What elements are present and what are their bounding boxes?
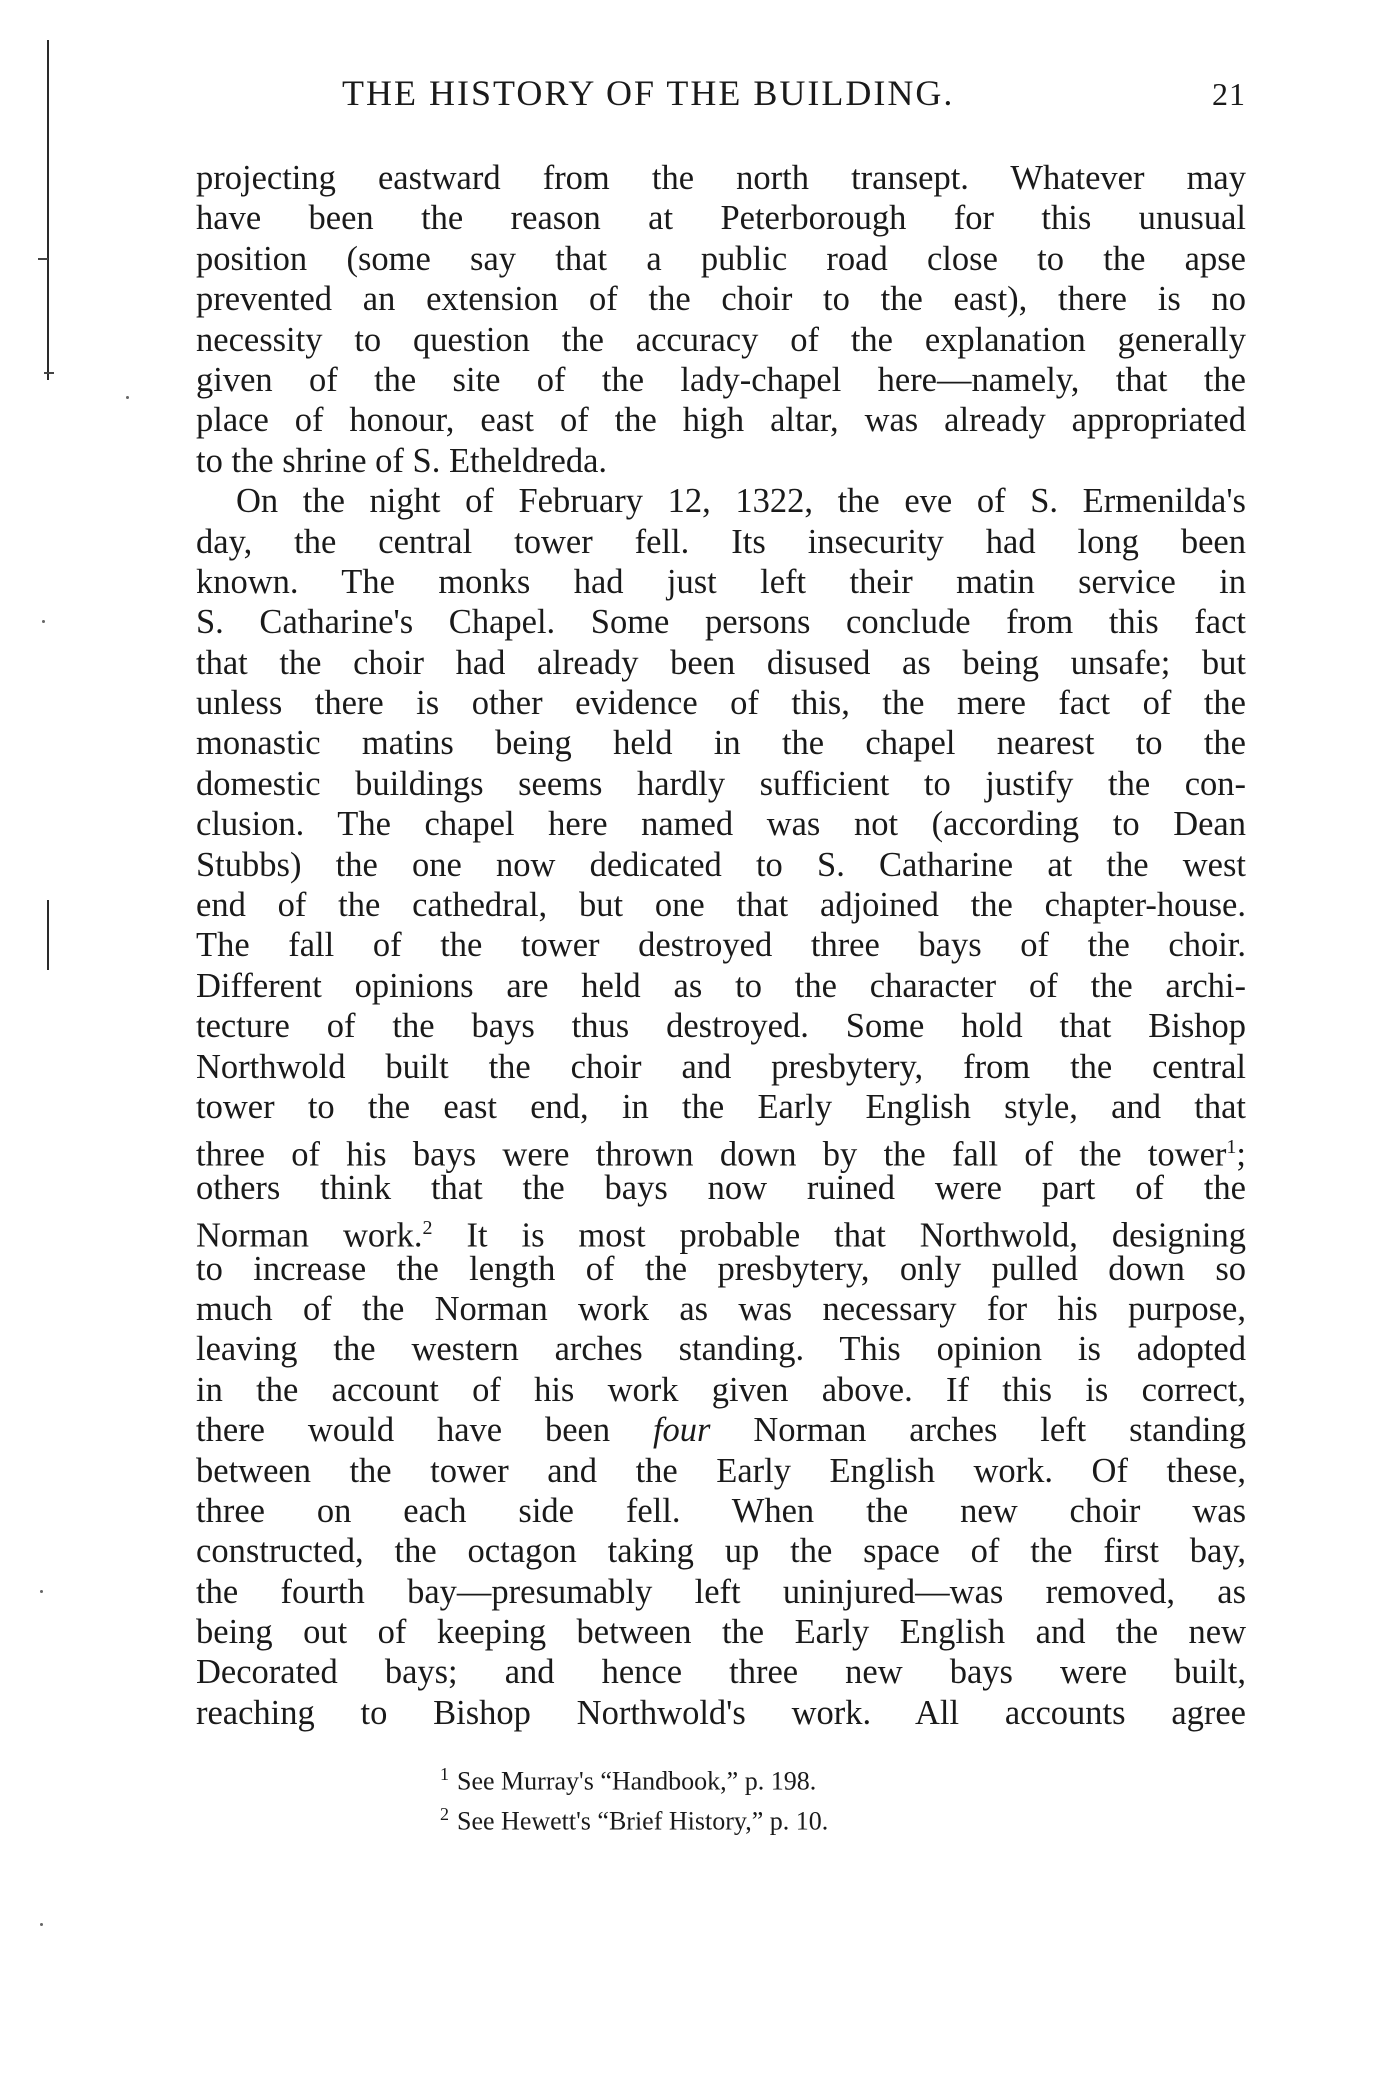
footnote-ref-1: 1	[1226, 1136, 1237, 1159]
text-line: end of the cathedral, but one that adjoined the chapter-house.	[196, 886, 1246, 925]
footnote-1	[440, 1758, 828, 1798]
running-head: THE HISTORY OF THE BUILDING.	[342, 73, 955, 113]
text-segment: three of his bays were thrown down by the fall of the tower	[196, 1135, 1227, 1174]
text-line-with-footnote-ref	[196, 1208, 1246, 1255]
text-line: being out of keeping between the Early English and the new	[196, 1613, 1246, 1652]
text-line: known. The monks had just left their matin service in	[196, 562, 1246, 601]
text-segment: there would have been	[196, 1411, 611, 1450]
footnote-marker: 1	[440, 1764, 449, 1784]
text-line: position (some say that a public road close to the apse	[196, 239, 1246, 278]
text-line: tower to the east end, in the Early English style, and that	[196, 1087, 1246, 1126]
text-line: Stubbs) the one now dedicated to S. Catharine at the west	[196, 845, 1246, 884]
body-text	[196, 158, 1246, 1733]
footnote-text: See Murray's “Handbook,” p. 198.	[457, 1766, 817, 1796]
scan-speck	[40, 1590, 43, 1593]
footnote-text: See Hewett's “Brief History,” p. 10.	[457, 1806, 829, 1836]
page-number: 21	[1212, 76, 1246, 112]
text-line: that the choir had already been disused as being unsafe; but	[196, 643, 1246, 682]
page-header	[196, 72, 1246, 122]
margin-tick	[44, 372, 54, 374]
text-line: domestic buildings seems hardly sufficient to justify the con-	[196, 764, 1246, 803]
text-line: given of the site of the lady-chapel here—namely, that the	[196, 360, 1246, 399]
text-line: clusion. The chapel here named was not (according to Dean	[196, 805, 1246, 844]
text-line: day, the central tower fell. Its insecurity had long been	[196, 522, 1246, 561]
text-line: Decorated bays; and hence three new bays were built,	[196, 1653, 1246, 1692]
text-line: Northwold built the choir and presbytery, from the central	[196, 1047, 1246, 1086]
binding-line	[47, 40, 49, 380]
text-line: Different opinions are held as to the character of the archi-	[196, 966, 1246, 1005]
italic-word: four	[652, 1411, 711, 1450]
text-line: between the tower and the Early English work. Of these,	[196, 1451, 1246, 1490]
text-line: constructed, the octagon taking up the space of the first bay,	[196, 1532, 1246, 1571]
text-line: in the account of his work given above. If this is correct,	[196, 1370, 1246, 1409]
text-line: monastic matins being held in the chapel nearest to the	[196, 724, 1246, 763]
text-line: have been the reason at Peterborough for this unusual	[196, 199, 1246, 238]
footnote-marker: 2	[440, 1803, 449, 1824]
text-segment: Norman work.	[196, 1216, 423, 1255]
text-line: projecting eastward from the north transept. Whatever may	[196, 159, 1246, 197]
text-line: The fall of the tower destroyed three bays of the choir.	[196, 926, 1246, 965]
footnotes	[440, 1758, 828, 1837]
text-line-with-italic	[196, 1410, 1246, 1450]
text-line: unless there is other evidence of this, the mere fact of the	[196, 684, 1246, 723]
text-line-with-footnote-ref	[196, 1127, 1246, 1174]
text-line: tecture of the bays thus destroyed. Some hold that Bishop	[196, 1007, 1246, 1046]
text-line: S. Catharine's Chapel. Some persons conclude from this fact	[196, 603, 1246, 642]
text-line: the fourth bay—presumably left uninjured—was removed, as	[196, 1572, 1246, 1611]
text-line: others think that the bays now ruined were part of the	[196, 1168, 1246, 1207]
scan-speck	[126, 396, 129, 399]
text-segment: It is most probable that Northwold, designing	[432, 1216, 1246, 1255]
text-segment: Norman arches left standing	[710, 1411, 1246, 1450]
scan-speck	[42, 620, 45, 623]
text-line: much of the Norman work as was necessary for his purpose,	[196, 1289, 1246, 1328]
footnote-2	[440, 1798, 828, 1838]
footnote-ref-2: 2	[422, 1217, 433, 1240]
text-line: necessity to question the accuracy of the explanation generally	[196, 320, 1246, 359]
text-line: prevented an extension of the choir to the east), there is no	[196, 280, 1246, 319]
text-line: On the night of February 12, 1322, the eve of S. Ermenilda's	[236, 482, 1246, 521]
text-line: to increase the length of the presbytery, only pulled down so	[196, 1249, 1246, 1288]
text-line: three on each side fell. When the new choir was	[196, 1491, 1246, 1530]
scan-speck	[40, 1923, 43, 1926]
text-line: reaching to Bishop Northwold's work. All accounts agree	[196, 1693, 1246, 1732]
binding-line-lower	[47, 900, 49, 970]
text-line: leaving the western arches standing. This opinion is adopted	[196, 1330, 1246, 1369]
text-segment: ;	[1236, 1135, 1246, 1174]
text-line: to the shrine of S. Etheldreda.	[196, 441, 608, 480]
margin-tick	[38, 258, 48, 260]
text-line: place of honour, east of the high altar, was already appropriated	[196, 401, 1246, 440]
